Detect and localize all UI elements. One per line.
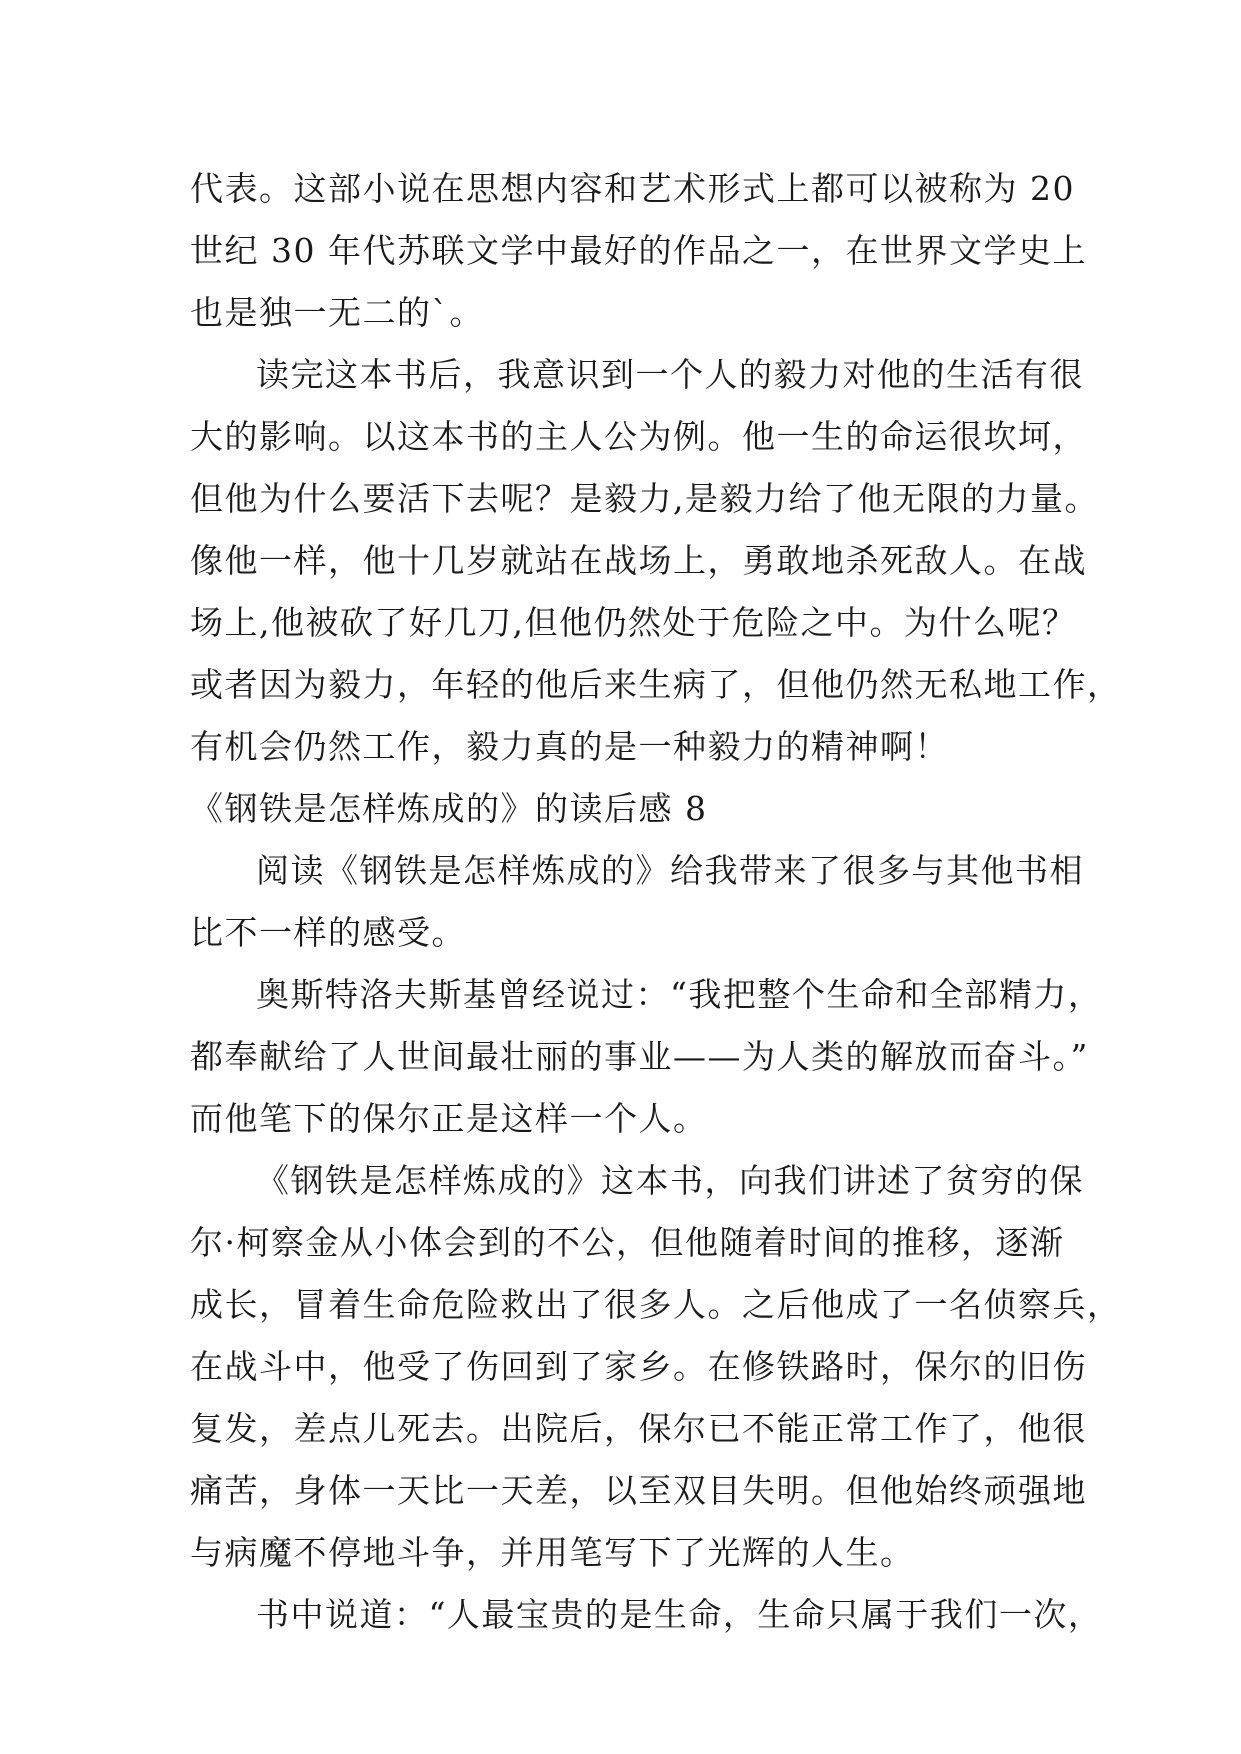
text-line: 代表。这部小说在思想内容和艺术形式上都可以被称为 20 bbox=[190, 169, 1075, 208]
text-line: 但他为什么要活下去呢？是毅力,是毅力给了他无限的力量。 bbox=[190, 479, 1099, 518]
paragraph-start-line: 《钢铁是怎样炼成的》这本书，向我们讲述了贫穷的保 bbox=[256, 1161, 1084, 1200]
text-line: 而他笔下的保尔正是这样一个人。 bbox=[190, 1099, 708, 1138]
paragraph-start-line: 读完这本书后，我意识到一个人的毅力对他的生活有很 bbox=[256, 355, 1084, 394]
text-line: 也是独一无二的`。 bbox=[190, 293, 484, 332]
text-line: 成长，冒着生命危险救出了很多人。之后他成了一名侦察兵， bbox=[190, 1285, 1122, 1324]
text-line: 复发，差点儿死去。出院后，保尔已不能正常工作了，他很 bbox=[190, 1409, 1087, 1448]
section-heading: 《钢铁是怎样炼成的》的读后感 8 bbox=[190, 789, 708, 828]
text-line: 像他一样，他十几岁就站在战场上，勇敢地杀死敌人。在战 bbox=[190, 541, 1087, 580]
text-line: 大的影响。以这本书的主人公为例。他一生的命运很坎坷， bbox=[190, 417, 1087, 456]
text-line: 尔·柯察金从小体会到的不公，但他随着时间的推移，逐渐 bbox=[190, 1223, 1065, 1262]
paragraph-start-line: 书中说道：“人最宝贵的是生命，生命只属于我们一次， bbox=[256, 1595, 1103, 1634]
text-line: 比不一样的感受。 bbox=[190, 913, 466, 952]
text-line: 世纪 30 年代苏联文学中最好的作品之一，在世界文学史上 bbox=[190, 231, 1087, 270]
text-line: 与病魔不停地斗争，并用笔写下了光辉的人生。 bbox=[190, 1533, 915, 1572]
text-line: 有机会仍然工作，毅力真的是一种毅力的精神啊！ bbox=[190, 727, 949, 766]
text-line: 在战斗中，他受了伤回到了家乡。在修铁路时，保尔的旧伤 bbox=[190, 1347, 1087, 1386]
document-body bbox=[190, 158, 1122, 1646]
paragraph-start-line: 阅读《钢铁是怎样炼成的》给我带来了很多与其他书相 bbox=[256, 851, 1084, 890]
text-line: 场上,他被砍了好几刀,但他仍然处于危险之中。为什么呢？ bbox=[190, 603, 1077, 642]
text-line: 痛苦，身体一天比一天差，以至双目失明。但他始终顽强地 bbox=[190, 1471, 1087, 1510]
paragraph-start-line: 奥斯特洛夫斯基曾经说过：“我把整个生命和全部精力， bbox=[256, 975, 1103, 1014]
text-line: 都奉献给了人世间最壮丽的事业——为人类的解放而奋斗。” bbox=[190, 1037, 1089, 1076]
text-line: 或者因为毅力，年轻的他后来生病了，但他仍然无私地工作， bbox=[190, 665, 1122, 704]
